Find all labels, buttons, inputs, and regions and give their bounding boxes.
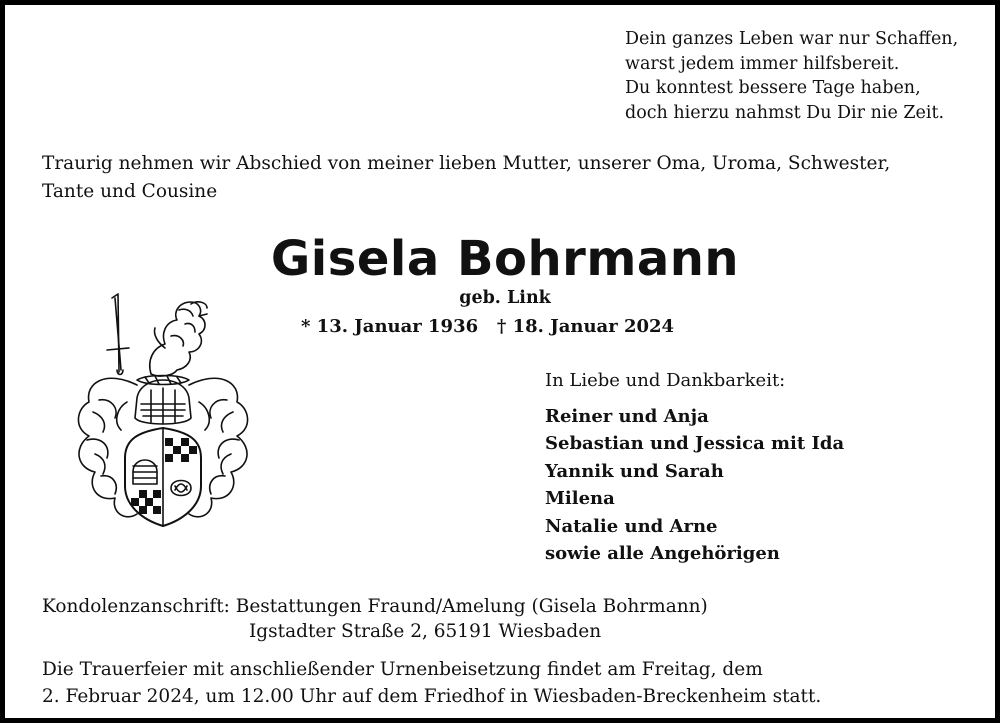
maiden-name: geb. Link: [459, 288, 551, 308]
coat-of-arms-icon: [67, 290, 259, 540]
list-item: Reiner und Anja: [545, 406, 709, 427]
thanks-line: In Liebe und Dankbarkeit:: [545, 370, 786, 391]
memorial-poem: Dein ganzes Leben war nur Schaffen, warst jedem immer hilfsbereit. Du konntest bessere Tage haben, doch hierzu nahmst Du Dir nie Zeit.: [625, 29, 959, 123]
ceremony-info: Die Trauerfeier mit anschließender Urnenbeisetzung findet am Freitag, dem 2. Februar 2024, um 12.00 Uhr auf dem Friedhof in Wiesbaden-Breckenheim statt.: [42, 659, 822, 707]
intro-text: Traurig nehmen wir Abschied von meiner lieben Mutter, unserer Oma, Uroma, Schwester, Tante und Cousine: [42, 153, 891, 202]
list-item: sowie alle Angehörigen: [545, 543, 780, 565]
family-list: [545, 403, 844, 567]
deceased-name: Gisela Bohrmann: [270, 231, 740, 287]
list-item: Sebastian und Jessica mit Ida: [545, 433, 845, 455]
life-dates: * 13. Januar 1936 † 18. Januar 2024: [301, 316, 675, 337]
list-item: Natalie und Arne: [545, 515, 718, 537]
list-item: Milena: [545, 488, 615, 510]
condolence-address-label: Kondolenzanschrift: Bestattungen Fraund/Amelung (Gisela Bohrmann): [42, 596, 708, 617]
condolence-address: Igstadter Straße 2, 65191 Wiesbaden: [249, 621, 602, 642]
list-item: Yannik und Sarah: [545, 460, 724, 482]
